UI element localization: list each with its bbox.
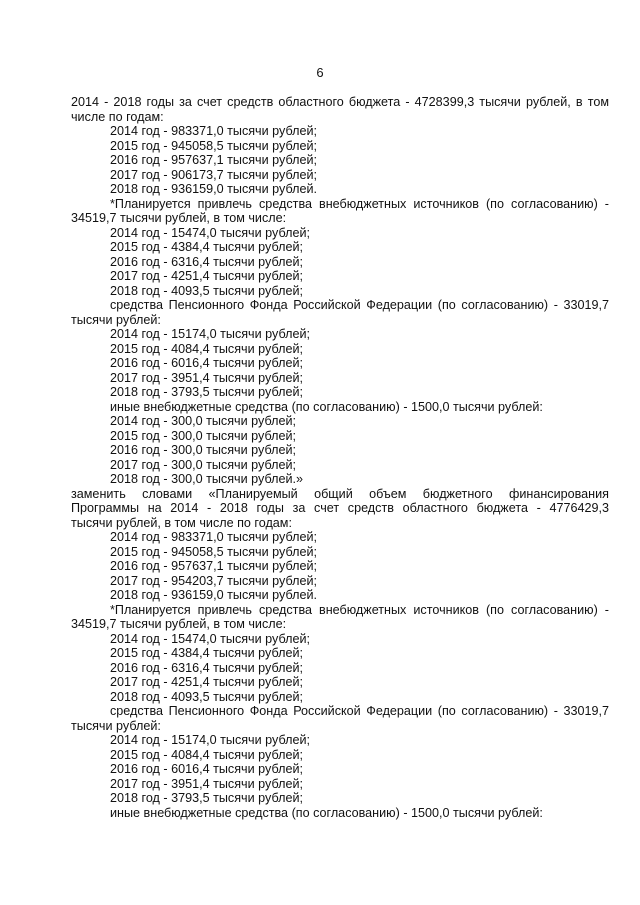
text-line: 2015 год - 4084,4 тысячи рублей; — [110, 747, 303, 762]
text-line: 2017 год - 906173,7 тысячи рублей; — [110, 167, 317, 182]
text-line: 2018 год - 300,0 тысячи рублей.» — [110, 472, 303, 486]
text-line: 2018 год - 3793,5 тысячи рублей; — [110, 791, 303, 805]
text-line: 2018 год - 936159,0 тысячи рублей. — [110, 182, 317, 196]
text-line: 2014 год - 15174,0 тысячи рублей; — [110, 733, 310, 747]
text-line: 2017 год - 300,0 тысячи рублей; — [110, 457, 296, 472]
text-line: 2018 год - 4093,5 тысячи рублей; — [110, 283, 303, 298]
text-line: 2018 год - 936159,0 тысячи рублей. — [110, 588, 317, 602]
text-line: средства Пенсионного Фонда Российской Федерации (по согласованию) - 33019,7 — [110, 298, 609, 312]
text-line: числе по годам: — [71, 109, 164, 124]
text-line: 2014 год - 15174,0 тысячи рублей; — [110, 327, 310, 341]
text-line: 2015 год - 945058,5 тысячи рублей; — [110, 138, 317, 153]
text-line: 2014 год - 983371,0 тысячи рублей; — [110, 530, 317, 544]
text-line: 2016 год - 6016,4 тысячи рублей; — [110, 762, 303, 776]
text-line: 2017 год - 4251,4 тысячи рублей; — [110, 675, 303, 689]
text-line: 2016 год - 6316,4 тысячи рублей; — [110, 660, 303, 675]
text-line: иные внебюджетные средства (по согласованию) - 1500,0 тысячи рублей: — [110, 805, 543, 820]
text-line: 2015 год - 4384,4 тысячи рублей; — [110, 240, 303, 254]
text-line: 2016 год - 300,0 тысячи рублей; — [110, 443, 296, 457]
text-line: 2015 год - 945058,5 тысячи рублей; — [110, 544, 317, 559]
text-line: заменить словами «Планируемый общий объем бюджетного финансирования — [71, 486, 609, 501]
text-line: 2014 - 2018 годы за счет средств областного бюджета - 4728399,3 тысячи рублей, в том — [71, 95, 609, 109]
text-line: *Планируется привлечь средства внебюджетных источников (по согласованию) - — [110, 196, 609, 211]
text-line: 2016 год - 6316,4 тысячи рублей; — [110, 254, 303, 269]
text-line: 2014 год - 15474,0 тысячи рублей; — [110, 225, 310, 240]
text-line: 2016 год - 6016,4 тысячи рублей; — [110, 356, 303, 370]
text-line: средства Пенсионного Фонда Российской Федерации (по согласованию) - 33019,7 — [110, 704, 609, 718]
text-line: 2017 год - 4251,4 тысячи рублей; — [110, 269, 303, 283]
text-line: 2016 год - 957637,1 тысячи рублей; — [110, 559, 317, 573]
text-line: *Планируется привлечь средства внебюджетных источников (по согласованию) - — [110, 602, 609, 617]
page-number: 6 — [316, 65, 324, 80]
text-line: 2015 год - 300,0 тысячи рублей; — [110, 428, 296, 443]
text-line: 2014 год - 983371,0 тысячи рублей; — [110, 124, 317, 138]
text-line: 2018 год - 4093,5 тысячи рублей; — [110, 689, 303, 704]
text-line: тысячи рублей, в том числе по годам: — [71, 515, 292, 530]
text-line: Программы на 2014 - 2018 годы за счет средств областного бюджета - 4776429,3 — [71, 501, 609, 515]
text-line: тысячи рублей: — [71, 718, 161, 733]
text-line: иные внебюджетные средства (по согласованию) - 1500,0 тысячи рублей: — [110, 399, 543, 414]
text-line: тысячи рублей: — [71, 312, 161, 327]
text-line: 2017 год - 3951,4 тысячи рублей; — [110, 370, 303, 385]
text-line: 2017 год - 3951,4 тысячи рублей; — [110, 776, 303, 791]
text-line: 2018 год - 3793,5 тысячи рублей; — [110, 385, 303, 399]
document-body — [71, 95, 609, 820]
text-line: 34519,7 тысячи рублей, в том числе: — [71, 617, 287, 631]
text-line: 2014 год - 300,0 тысячи рублей; — [110, 414, 296, 428]
text-line: 2017 год - 954203,7 тысячи рублей; — [110, 573, 317, 588]
text-line: 2016 год - 957637,1 тысячи рублей; — [110, 153, 317, 167]
text-line: 2014 год - 15474,0 тысячи рублей; — [110, 631, 310, 646]
text-line: 2015 год - 4384,4 тысячи рублей; — [110, 646, 303, 660]
text-line: 2015 год - 4084,4 тысячи рублей; — [110, 341, 303, 356]
text-line: 34519,7 тысячи рублей, в том числе: — [71, 211, 287, 225]
